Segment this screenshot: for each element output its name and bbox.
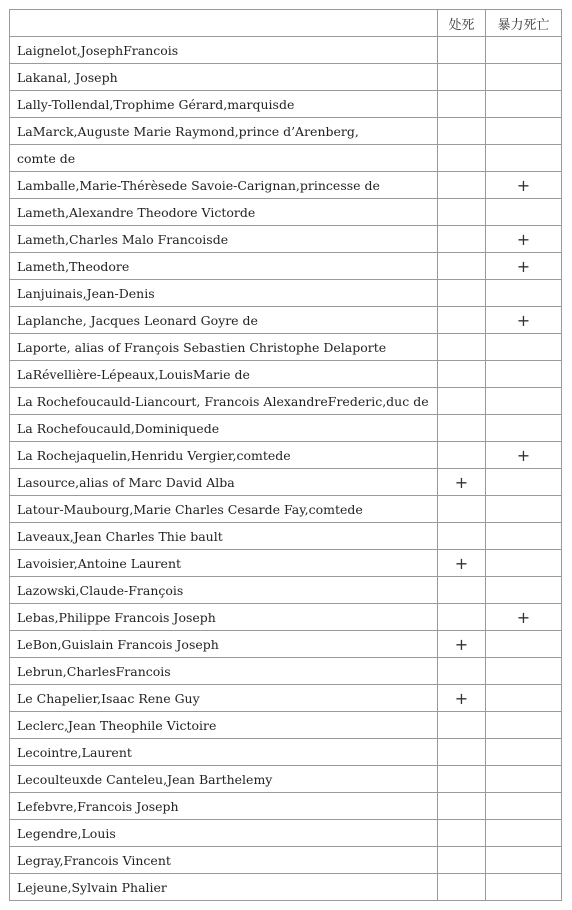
executed-mark-cell bbox=[438, 172, 486, 199]
violent-death-column-header: 暴力死亡 bbox=[486, 10, 562, 37]
table-row bbox=[10, 91, 562, 118]
person-name-cell: LeBon,Guislain Francois Joseph bbox=[10, 631, 438, 658]
executed-mark-cell bbox=[438, 874, 486, 901]
violent-death-mark-cell bbox=[486, 199, 562, 226]
person-name-cell: Lejeune,Sylvain Phalier bbox=[10, 874, 438, 901]
table-row bbox=[10, 496, 562, 523]
table-row bbox=[10, 64, 562, 91]
executed-mark-cell: + bbox=[438, 685, 486, 712]
executed-mark-cell bbox=[438, 64, 486, 91]
executed-mark-cell bbox=[438, 334, 486, 361]
person-name-cell: Lazowski,Claude-François bbox=[10, 577, 438, 604]
violent-death-mark-cell: + bbox=[486, 307, 562, 334]
violent-death-mark-cell bbox=[486, 658, 562, 685]
table-row bbox=[10, 280, 562, 307]
table-row bbox=[10, 118, 562, 145]
person-name-cell: Lameth,Theodore bbox=[10, 253, 438, 280]
person-name-cell: LaRévellière-Lépeaux,LouisMarie de bbox=[10, 361, 438, 388]
person-name-cell: Lamballe,Marie-Thérèsede Savoie-Carignan,princesse de bbox=[10, 172, 438, 199]
table-row bbox=[10, 712, 562, 739]
table-row bbox=[10, 820, 562, 847]
table-row bbox=[10, 874, 562, 901]
executed-mark-cell bbox=[438, 415, 486, 442]
table-row bbox=[10, 739, 562, 766]
person-name-cell: Laignelot,JosephFrancois bbox=[10, 37, 438, 64]
person-name-cell: Laplanche, Jacques Leonard Goyre de bbox=[10, 307, 438, 334]
violent-death-mark-cell bbox=[486, 793, 562, 820]
violent-death-mark-cell bbox=[486, 550, 562, 577]
violent-death-mark-cell: + bbox=[486, 604, 562, 631]
person-name-cell: La Rochefoucauld-Liancourt, Francois AlexandreFrederic,duc de bbox=[10, 388, 438, 415]
executed-mark-cell bbox=[438, 226, 486, 253]
violent-death-mark-cell bbox=[486, 145, 562, 172]
person-name-cell: Lameth,Alexandre Theodore Victorde bbox=[10, 199, 438, 226]
executed-mark-cell bbox=[438, 658, 486, 685]
header-row bbox=[10, 10, 562, 37]
violent-death-mark-cell bbox=[486, 631, 562, 658]
table-row bbox=[10, 766, 562, 793]
executed-mark-cell: + bbox=[438, 631, 486, 658]
violent-death-mark-cell bbox=[486, 37, 562, 64]
table-row bbox=[10, 550, 562, 577]
table-row bbox=[10, 847, 562, 874]
executed-mark-cell bbox=[438, 442, 486, 469]
violent-death-mark-cell bbox=[486, 91, 562, 118]
violent-death-mark-cell: + bbox=[486, 172, 562, 199]
executed-mark-cell bbox=[438, 280, 486, 307]
person-name-cell: Lebas,Philippe Francois Joseph bbox=[10, 604, 438, 631]
violent-death-mark-cell bbox=[486, 685, 562, 712]
executed-mark-cell bbox=[438, 793, 486, 820]
table-row bbox=[10, 145, 562, 172]
person-name-cell: Lecointre,Laurent bbox=[10, 739, 438, 766]
person-name-cell: La Rochejaquelin,Henridu Vergier,comtede bbox=[10, 442, 438, 469]
executed-mark-cell bbox=[438, 199, 486, 226]
executed-mark-cell bbox=[438, 253, 486, 280]
executed-mark-cell bbox=[438, 847, 486, 874]
executed-mark-cell bbox=[438, 118, 486, 145]
table-row bbox=[10, 415, 562, 442]
violent-death-mark-cell bbox=[486, 280, 562, 307]
violent-death-mark-cell bbox=[486, 334, 562, 361]
table-row bbox=[10, 307, 562, 334]
table-row bbox=[10, 523, 562, 550]
violent-death-mark-cell bbox=[486, 847, 562, 874]
names-table bbox=[9, 9, 562, 901]
person-name-cell: Lefebvre,Francois Joseph bbox=[10, 793, 438, 820]
table-row bbox=[10, 334, 562, 361]
executed-mark-cell bbox=[438, 712, 486, 739]
executed-mark-cell: + bbox=[438, 469, 486, 496]
executed-mark-cell bbox=[438, 604, 486, 631]
person-name-cell: Lasource,alias of Marc David Alba bbox=[10, 469, 438, 496]
person-name-cell: Lanjuinais,Jean-Denis bbox=[10, 280, 438, 307]
violent-death-mark-cell bbox=[486, 469, 562, 496]
table-row bbox=[10, 199, 562, 226]
person-name-cell: Laveaux,Jean Charles Thie bault bbox=[10, 523, 438, 550]
violent-death-mark-cell bbox=[486, 361, 562, 388]
violent-death-mark-cell bbox=[486, 577, 562, 604]
executed-mark-cell bbox=[438, 91, 486, 118]
person-name-cell: Lebrun,CharlesFrancois bbox=[10, 658, 438, 685]
executed-mark-cell bbox=[438, 388, 486, 415]
executed-mark-cell bbox=[438, 307, 486, 334]
executed-mark-cell bbox=[438, 766, 486, 793]
violent-death-mark-cell: + bbox=[486, 253, 562, 280]
table-row bbox=[10, 469, 562, 496]
violent-death-mark-cell bbox=[486, 766, 562, 793]
table-row bbox=[10, 361, 562, 388]
person-name-cell: Legendre,Louis bbox=[10, 820, 438, 847]
executed-mark-cell bbox=[438, 739, 486, 766]
executed-mark-cell bbox=[438, 145, 486, 172]
violent-death-mark-cell bbox=[486, 388, 562, 415]
executed-mark-cell bbox=[438, 496, 486, 523]
violent-death-mark-cell: + bbox=[486, 442, 562, 469]
violent-death-mark-cell bbox=[486, 712, 562, 739]
violent-death-mark-cell bbox=[486, 118, 562, 145]
person-name-cell: La Rochefoucauld,Dominiquede bbox=[10, 415, 438, 442]
table-row bbox=[10, 226, 562, 253]
person-name-cell: Legray,Francois Vincent bbox=[10, 847, 438, 874]
violent-death-mark-cell bbox=[486, 415, 562, 442]
violent-death-mark-cell bbox=[486, 739, 562, 766]
name-column-header bbox=[10, 10, 438, 37]
table-row bbox=[10, 577, 562, 604]
person-name-cell: Lally-Tollendal,Trophime Gérard,marquisde bbox=[10, 91, 438, 118]
person-name-cell: Lameth,Charles Malo Francoisde bbox=[10, 226, 438, 253]
person-name-cell: Leclerc,Jean Theophile Victoire bbox=[10, 712, 438, 739]
table-row bbox=[10, 631, 562, 658]
person-name-cell: Latour-Maubourg,Marie Charles Cesarde Fay,comtede bbox=[10, 496, 438, 523]
executed-column-header: 处死 bbox=[438, 10, 486, 37]
person-name-cell: Laporte, alias of François Sebastien Christophe Delaporte bbox=[10, 334, 438, 361]
table-row bbox=[10, 37, 562, 64]
person-name-cell: LaMarck,Auguste Marie Raymond,prince d’Arenberg, bbox=[10, 118, 438, 145]
violent-death-mark-cell bbox=[486, 523, 562, 550]
table-row bbox=[10, 388, 562, 415]
person-name-cell: Le Chapelier,Isaac Rene Guy bbox=[10, 685, 438, 712]
table-row bbox=[10, 604, 562, 631]
table-row bbox=[10, 253, 562, 280]
table-row bbox=[10, 793, 562, 820]
violent-death-mark-cell bbox=[486, 820, 562, 847]
executed-mark-cell: + bbox=[438, 550, 486, 577]
executed-mark-cell bbox=[438, 577, 486, 604]
table-row bbox=[10, 658, 562, 685]
violent-death-mark-cell bbox=[486, 874, 562, 901]
violent-death-mark-cell bbox=[486, 496, 562, 523]
person-name-cell: comte de bbox=[10, 145, 438, 172]
table-body bbox=[10, 37, 562, 901]
executed-mark-cell bbox=[438, 361, 486, 388]
table-row bbox=[10, 685, 562, 712]
violent-death-mark-cell bbox=[486, 64, 562, 91]
person-name-cell: Lecoulteuxde Canteleu,Jean Barthelemy bbox=[10, 766, 438, 793]
executed-mark-cell bbox=[438, 820, 486, 847]
executed-mark-cell bbox=[438, 37, 486, 64]
person-name-cell: Lakanal, Joseph bbox=[10, 64, 438, 91]
executed-mark-cell bbox=[438, 523, 486, 550]
table-row bbox=[10, 172, 562, 199]
table-row bbox=[10, 442, 562, 469]
violent-death-mark-cell: + bbox=[486, 226, 562, 253]
person-name-cell: Lavoisier,Antoine Laurent bbox=[10, 550, 438, 577]
